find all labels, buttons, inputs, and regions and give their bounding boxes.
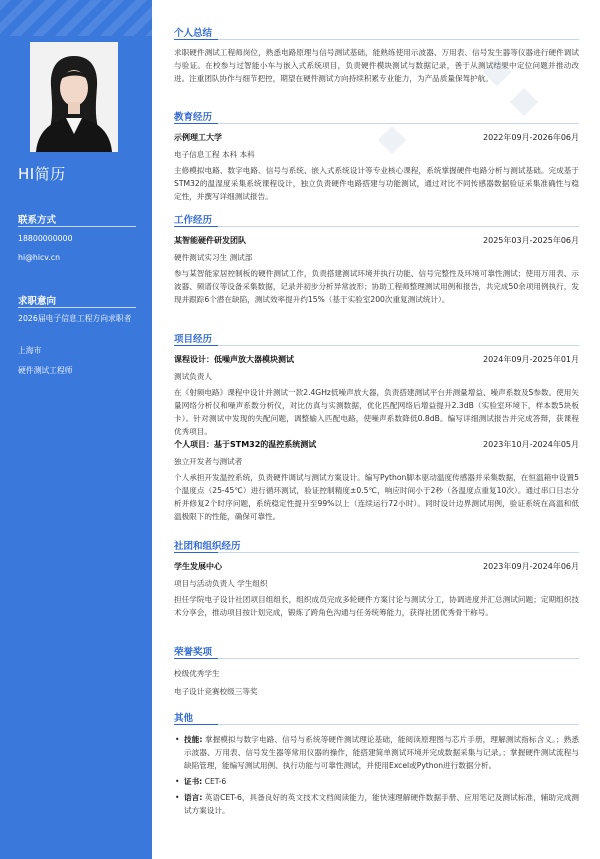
project-title: 课程设计：低噪声放大器模块测试: [174, 355, 294, 364]
skills-item: • 技能: 掌握模拟与数字电路、信号与系统等硬件测试理论基础，能阅读原理图与芯片手册，理解测试指标含义。；熟悉示波器、万用表、信号发生器等常用仪器的操作，能搭建简单测试环境并完成数据采集与记录。；掌握硬件测试流程与缺陷管理，能编写测试用例、执行功能与可靠性测试，并使用Excel或Python进行数据分析。: [174, 733, 579, 772]
education-date: 2022年09月-2026年06月: [483, 133, 579, 142]
summary-heading: 个人总结: [174, 28, 213, 39]
language-item: • 语言: 英语CET-6，具备良好的英文技术文档阅读能力，能快速理解硬件数据手册、应用笔记及测试标准，辅助完成测试方案设计。: [174, 791, 579, 817]
intention-major: 2026届电子信息工程方向求职者: [18, 314, 132, 323]
school-name: 示例理工大学: [174, 133, 222, 142]
phone: 18800000000: [18, 234, 73, 243]
project-row: [174, 354, 579, 367]
project-date: 2023年10月-2024年05月: [483, 440, 579, 449]
education-heading: 教育经历: [174, 112, 213, 123]
profile-photo: [30, 42, 118, 152]
project-title: 个人项目：基于STM32的温控系统测试: [174, 440, 317, 449]
campus-text: 担任学院电子设计社团项目组组长，组织成员完成多轮硬件方案讨论与测试分工，协调进度并汇总测试问题；定期组织技术分享会，推动项目按计划完成，锻炼了跨角色沟通与任务统筹能力，获得社团优秀骨干称号。: [174, 595, 579, 617]
other-list: [174, 733, 579, 817]
award-item: 电子设计竞赛校级三等奖: [174, 687, 258, 696]
education-section: [174, 109, 579, 203]
education-sub: 电子信息工程 本科 本科: [174, 150, 255, 159]
work-date: 2025年03月-2025年06月: [483, 236, 579, 245]
other-section: [174, 710, 579, 820]
work-section: [174, 212, 579, 306]
org-name: 学生发展中心: [174, 562, 222, 571]
email: hi@hicv.cn: [18, 253, 61, 262]
resume-title: HI简历: [18, 165, 66, 183]
campus-date: 2023年09月-2024年06月: [483, 562, 579, 571]
contact-divider: [18, 226, 136, 227]
summary-text: 求职硬件测试工程师岗位，熟悉电路原理与信号测试基础，能熟练使用示波器、万用表、信号发生器等仪器进行硬件调试与验证。在校参与过智能小车与嵌入式系统项目，负责硬件模块测试与数据记录，善于从测试结果中定位问题并推动改进。注重团队协作与细节把控，期望在硬件测试方向持续积累专业能力，为产品质量保驾护航。: [174, 48, 579, 83]
project-sub: 测试负责人: [174, 372, 212, 381]
other-heading: 其他: [174, 713, 194, 724]
project-text: 在《射频电路》课程中设计并测试一款2.4GHz低噪声放大器，负责搭建测试平台并测量增益、噪声系数及S参数。使用矢量网络分析仪和噪声系数分析仪，对比仿真与实测数据，优化匹配网络后增益提升2.3dB（实验室环境下，样本数5块板卡）。针对测试中发现的失配问题，调整输入匹配电路，使噪声系数降低0.8dB。编写详细测试报告并完成答辩，获课程优秀项目。: [174, 388, 579, 436]
work-heading: 工作经历: [174, 215, 213, 226]
awards-section: [174, 644, 579, 698]
intention-city: 上海市: [18, 346, 42, 355]
sidebar: [0, 0, 152, 859]
summary-section: [174, 25, 579, 85]
campus-sub: 项目与活动负责人 学生组织: [174, 579, 268, 588]
project-text: 个人承担开发温控系统，负责硬件调试与测试方案设计。编写Python脚本驱动温度传感器并采集数据，在恒温箱中设置5个温度点（25-45℃）进行循环测试，验证控制精度±0.5℃，响应时间小于2秒（各温度点重复10次）。通过串口日志分析并修复2个时序问题，系统稳定性提升至99%以上（连续运行72小时）。同时设计边界测试用例，验证系统在高温和低温极限下的性能，确保可靠性。: [174, 473, 579, 521]
project-sub: 独立开发者与测试者: [174, 457, 243, 466]
project-date: 2024年09月-2025年01月: [483, 355, 579, 364]
campus-section: [174, 538, 579, 619]
work-sub: 硬件测试实习生 测试部: [174, 253, 253, 262]
campus-heading: 社团和组织经历: [174, 541, 241, 552]
intention-divider: [18, 307, 136, 308]
projects-section: [174, 331, 579, 523]
education-row: [174, 132, 579, 145]
work-text: 参与某智能家居控制板的硬件测试工作，负责搭建测试环境并执行功能、信号完整性及环境可靠性测试；使用万用表、示波器、频谱仪等设备采集数据，记录并初步分析异常波形；协助工程师整理测试用例和报告，共完成50余项用例执行，发现并跟踪6个潜在缺陷，测试效率提升约15%（基于实验室200次重复测试统计）。: [174, 269, 579, 304]
intention-heading: 求职意向: [18, 296, 57, 307]
contact-heading: 联系方式: [18, 215, 57, 226]
education-text: 主修模拟电路、数字电路、信号与系统、嵌入式系统设计等专业核心课程，系统掌握硬件电路分析与测试基础。完成基于STM32的温湿度采集系统课程设计，独立负责硬件电路搭建与功能测试，通过对比不同传感器数据验证采集准确性与稳定性，并撰写详细测试报告。: [174, 166, 579, 201]
project-row: [174, 439, 579, 452]
company-name: 某智能硬件研发团队: [174, 236, 246, 245]
certificate-item: • 证书: CET-6: [174, 775, 579, 788]
awards-heading: 荣誉奖项: [174, 647, 213, 658]
work-row: [174, 235, 579, 248]
main-content: [152, 0, 600, 859]
intention-position: 硬件测试工程师: [18, 366, 73, 375]
award-item: 校级优秀学生: [174, 669, 220, 678]
campus-row: [174, 561, 579, 574]
projects-heading: 项目经历: [174, 334, 213, 345]
